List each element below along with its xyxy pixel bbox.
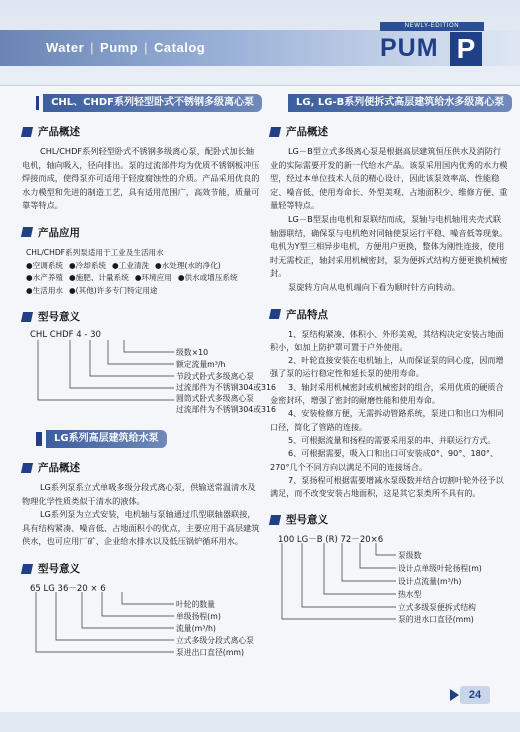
list-item: ●供水或增压系统 — [177, 273, 238, 283]
model-code: CHL CHDF 4 - 30 — [30, 330, 101, 341]
chl-apps-heading: 产品应用 — [22, 225, 262, 240]
chl-apps-note: CHL/CHDF系列泵适用于工业及生活用水 — [26, 247, 164, 257]
edition-label: NEWLY-EDITION — [380, 22, 484, 31]
lg-overview-heading: 产品概述 — [22, 460, 262, 475]
brand-word-3: Catalog — [154, 40, 206, 55]
model-code: 65 LG 36－20 × 6 — [30, 584, 106, 595]
logo-word: PUM — [380, 34, 439, 62]
chl-overview-heading: 产品概述 — [22, 124, 262, 139]
lgb-model-heading: 型号意义 — [270, 512, 510, 527]
list-item: 6、可根据需要，吸入口和出口可安装成0°、90°、180°、270°几个不同方向以满足不同的连接场合。 — [270, 448, 499, 472]
list-item: ●环境应用 — [134, 273, 172, 283]
model-label: 热水型 — [398, 590, 422, 600]
bullet-icon — [269, 127, 281, 137]
lg-overview-text-2: LG系列泵为立式安装，电机轴与泵轴通过爪型联轴器联接，具有结构紧凑、噪音低、占地面积小的优点，主要应用于高层建筑供水，也可应用厂矿、企业给水排水以及低压锅炉循环用水。 — [22, 509, 260, 547]
model-code: 100 LG－B (R) 72－20×6 — [278, 535, 384, 546]
model-label: 单级扬程(m) — [176, 612, 221, 622]
lgb-model-diagram — [272, 533, 510, 625]
model-label: 泵进出口直径(mm) — [176, 648, 245, 658]
right-column — [260, 94, 510, 625]
logo-letter: P — [450, 32, 482, 66]
brand-word-2: Pump — [100, 40, 139, 55]
left-column — [12, 94, 276, 662]
model-label: 圆筒式卧式多级离心泵 — [176, 394, 254, 404]
list-item: ●水处理(水的净化) — [155, 260, 221, 270]
list-item: ●空调系统 — [26, 260, 64, 270]
list-item: 3、轴封采用机械密封或机械密封的组合，采用优质的硬质合金密封环，增强了密封的耐磨性能和使用寿命。 — [270, 381, 504, 406]
bullet-icon — [21, 564, 33, 574]
list-item: ●生活用水 — [26, 285, 64, 295]
section-title-lgb: LG, LG-B系列便拆式高层建筑给水多级离心泵 — [284, 94, 510, 112]
chl-apps-list — [26, 260, 262, 298]
list-item: ●施肥、计量系统 — [69, 273, 129, 283]
section-title-lg: LG系列高层建筑给水泵 — [36, 430, 262, 448]
bullet-icon — [269, 309, 281, 319]
lg-overview-text-1: LG系列泵系立式单吸多级分段式离心泵，供输送常温清水及物理化学性质类似于清水的液体。 — [22, 482, 256, 506]
model-label: 过流部件为不锈钢304或316 — [176, 405, 276, 415]
list-item: 7、泵扬程可根据需要增减水泵级数并结合切割叶轮外径予以满足，而不改变安装占地面积，这是其它泵类所不具有的。 — [270, 474, 504, 499]
model-label: 节段式卧式多级离心泵 — [176, 372, 254, 382]
model-label: 泵的进水口直径(mm) — [398, 615, 474, 625]
list-item: ●水产养殖 — [26, 273, 64, 283]
chl-model-heading: 型号意义 — [22, 309, 262, 324]
model-label: 立式多级分段式离心泵 — [176, 636, 254, 646]
model-label: 过流部件为不锈钢304或316 — [176, 383, 276, 393]
list-item: 4、安装检修方便，无需拆动管路系统，泵进口和出口为相同口径，简化了管路的连接。 — [270, 408, 504, 432]
footer-band — [0, 712, 520, 732]
list-item: 2、叶轮直接安装在电机轴上，从而保证泵的同心度，因而增强了泵的运行稳定性和延长泵的使用寿命。 — [270, 355, 504, 379]
list-item: 5、可根据流量和扬程的需要采用泵的串、并联运行方式。 — [288, 434, 496, 445]
lgb-overview-text-3: 泵旋转方向从电机端向下看为顺时针方向转动。 — [288, 281, 460, 292]
chl-overview-text: CHL/CHDF系列轻型卧式不锈钢多级离心泵，配卧式加长轴电机，轴向吸入，径向排出。泵的过流部件均为优质不锈钢板冲压焊接而成，使得泵亦可适用于轻度腐蚀性的介质。产品采用优良的水力模型和先进的制造工艺，具有适用范围广，高效节能，质量可靠等特点。 — [22, 146, 260, 211]
list-item: ●冷却系统 — [69, 260, 107, 270]
bullet-icon — [269, 515, 281, 525]
bullet-icon — [21, 463, 33, 473]
lg-model-diagram — [24, 582, 262, 662]
page-number: 24 — [460, 686, 490, 704]
bullet-icon — [21, 312, 33, 322]
page-header — [0, 0, 520, 86]
lgb-features-list — [270, 328, 510, 501]
list-item: ●(其他)许多专门特定用途 — [69, 285, 158, 295]
list-item: ●工业清洗 — [112, 260, 150, 270]
list-item: 1、泵结构紧凑、体积小、外形美观，其结构决定安装占地面积小，如加上防护罩可置于户外使用。 — [270, 328, 504, 352]
brand-word-1: Water — [46, 40, 85, 55]
model-label: 设计点流量(m³/h) — [398, 577, 462, 587]
bullet-icon — [21, 227, 33, 237]
model-label: 设计点单级叶轮扬程(m) — [398, 564, 482, 574]
model-label: 立式多级泵便拆式结构 — [398, 603, 476, 613]
lgb-overview-text-2: LG－B型泵由电机和泵联结而成，泵轴与电机轴用夹壳式联轴器联结，确保泵与电机绝对同轴使泵运行平稳、噪音低等现象。电机为Y型三相异步电机，方便用户更换，整体为刚性连接，使用时无需校正，轴封采用机械密封，泵为便拆式结构方便更换机械密封。 — [270, 213, 508, 279]
model-label: 叶轮的数量 — [176, 600, 215, 610]
model-label: 级数×10 — [176, 348, 209, 358]
bullet-icon — [21, 127, 33, 137]
model-label: 额定流量m³/h — [176, 360, 226, 370]
model-label: 流量(m³/h) — [176, 624, 216, 634]
lgb-features-heading: 产品特点 — [270, 307, 510, 322]
lg-model-heading: 型号意义 — [22, 561, 262, 576]
pump-logo — [380, 22, 484, 66]
section-title-chl: CHL、CHDF系列轻型卧式不锈钢多级离心泵 — [36, 94, 262, 112]
page-arrow-icon — [450, 689, 459, 701]
chl-model-diagram — [24, 330, 276, 415]
lgb-overview-heading: 产品概述 — [270, 124, 510, 139]
catalog-title: Water | Pump | Catalog — [46, 40, 206, 55]
lgb-overview-text-1: LG－B型立式多级离心泵是根据高层建筑恒压供水及消防行业的实际需要开发的新一代给水产品。该泵采用国内优秀的水力模型，经过本单位技术人员的精心设计，因此该泵效率高、性能稳定、噪音低、使用寿命长、外型美观、占地面积少、维修方便、重量轻等特点。 — [270, 146, 508, 211]
model-label: 泵级数 — [398, 551, 422, 561]
